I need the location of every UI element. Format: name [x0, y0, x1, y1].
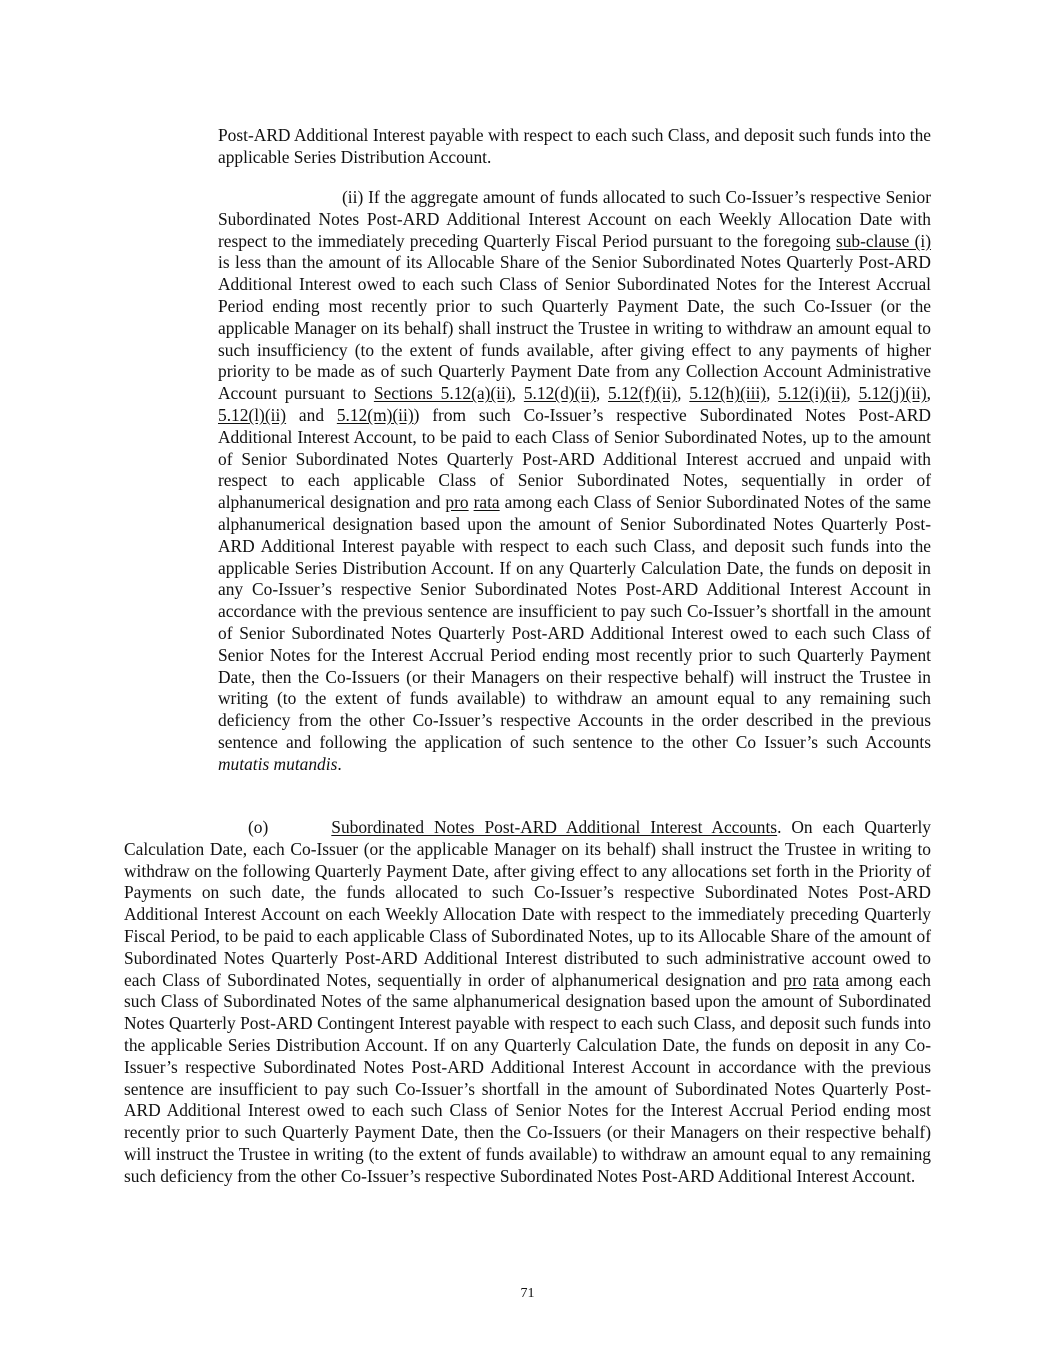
underlined-reference: 5.12(d)(ii) — [523, 383, 596, 404]
underlined-reference: sub-clause (i) — [835, 230, 932, 251]
italic-text: mutatis mutandis — [218, 753, 338, 774]
underlined-reference: pro — [445, 492, 469, 513]
text-segment: (ii) If the aggregate amount of funds allocated to such Co-Issuer’s respective Senior Subordinated Notes Post-ARD Additional Interest Account on each Weekly Allocation Date with respect to the immediately preceding Quarterly Fiscal Period pursuant to the foregoing — [218, 187, 931, 251]
text-segment: (o) — [248, 817, 269, 837]
text-segment: , — [595, 383, 609, 404]
paragraph-subclause-ii — [218, 187, 931, 776]
underlined-reference: Subordinated Notes Post-ARD Additional Interest Accounts — [331, 817, 778, 837]
paragraph-section-o — [124, 817, 931, 1188]
text-segment: is less than the amount of its Allocable Share of the Senior Subordinated Notes Quarterly Post-ARD Additional Interest owed to each such Class of Senior Subordinated Notes for the Interest Accrual Period ending most recently prior to such Quarterly Payment Date, the such Co-Issuer (or the applicable Manager on its behalf) shall instruct the Trustee in writing to withdraw an amount equal to such insufficiency (to the extent of funds available, after giving effect to any payments of higher priority to be made as of such Quarterly Payment Date from any Collection Account Administrative Account pursuant to — [218, 252, 931, 404]
text-segment: ) from such Co-Issuer’s respective Subordinated Notes Post-ARD Additional Interest Account, to be paid to each Class of Senior Subordinated Notes, up to the amount of Senior Subordinated Notes Quarterly Post-ARD Additional Interest accrued and unpaid with respect to each applicable Class of Senior Subordinated Notes, sequentially in order of alphanumerical designation and — [218, 404, 931, 513]
text-segment: . On each Quarterly Calculation Date, each Co-Issuer (or the applicable Manager on its behalf) shall instruct the Trustee in writing to withdraw on the following Quarterly Payment Date, after giving effect to any allocations set forth in the Priority of Payments on such date, the funds allocated to such Co-Issuer’s respective Subordinated Notes Post-ARD Additional Interest Account on each Weekly Allocation Date with respect to the immediately preceding Quarterly Fiscal Period, to be paid to each applicable Class of Subordinated Notes, up to its Allocable Share of the amount of Subordinated Notes Quarterly Post-ARD Additional Interest distributed to such administrative account owed to each Class of Subordinated Notes, sequentially in order of alphanumerical designation and — [124, 817, 931, 990]
underlined-reference: 5.12(i)(ii) — [778, 383, 847, 404]
underlined-reference: rata — [812, 969, 840, 990]
text-segment: , — [677, 383, 690, 404]
underlined-reference: Sections 5.12(a)(ii) — [373, 383, 512, 404]
paragraph-continuation — [218, 125, 931, 169]
underlined-reference: 5.12(h)(iii) — [689, 383, 767, 404]
text-segment: among each Class of Senior Subordinated Notes of the same alphanumerical designation based upon the amount of Senior Subordinated Notes Quarterly Post-ARD Additional Interest payable with respect to each such Class, and deposit such funds into the applicable Series Distribution Account. If on any Quarterly Calculation Date, the funds on deposit in any Co-Issuer’s respective Senior Subordinated Notes Post-ARD Additional Interest Account in accordance with the previous sentence are insufficient to pay such Co-Issuer’s shortfall in the amount of Senior Subordinated Notes Quarterly Post-ARD Additional Interest owed to each such Class of Senior Notes for the Interest Accrual Period ending most recently prior to such Quarterly Payment Date, then the Co-Issuers (or their Managers on their respective behalf) will instruct the Trustee in writing (to the extent of funds available) to withdraw an amount equal to any remaining such deficiency from the other Co-Issuer’s respective Accounts in the order described in the previous sentence and following the application of such sentence to the other Co Issuer’s such Accounts — [218, 492, 931, 752]
text-segment: among each such Class of Subordinated Notes of the same alphanumerical designation based upon the amount of Subordinated Notes Quarterly Post-ARD Contingent Interest payable with respect to each such Class, and deposit such funds into the applicable Series Distribution Account. If on any Quarterly Calculation Date, the funds on deposit in any Co-Issuer’s respective Subordinated Notes Post-ARD Additional Interest Account in accordance with the previous sentence are insufficient to pay such Co-Issuer’s shortfall in the amount of Subordinated Notes Quarterly Post-ARD Additional Interest owed to each such Class of Senior Notes for the Interest Accrual Period ending most recently prior to such Quarterly Payment Date, then the Co-Issuers (or their Managers on their respective behalf) will instruct the Trustee in writing (to the extent of funds available) to withdraw an amount equal to any remaining such deficiency from the other Co-Issuer’s respective Subordinated Notes Post-ARD Additional Interest Account. — [124, 969, 931, 1186]
text-segment: , — [511, 383, 524, 404]
text-segment: , — [766, 383, 779, 404]
underlined-reference: 5.12(f)(ii) — [608, 383, 678, 404]
underlined-reference: 5.12(m)(ii) — [336, 404, 414, 425]
text-segment: Post-ARD Additional Interest payable with respect to each such Class, and deposit such funds into the applicable Series Distribution Account. — [218, 125, 931, 167]
text-segment: , — [846, 383, 859, 404]
underlined-reference: 5.12(l)(ii) — [218, 404, 287, 425]
underlined-reference: pro — [783, 969, 807, 990]
text-segment: . — [337, 753, 342, 774]
text-segment: and — [286, 404, 337, 425]
underlined-reference: 5.12(j)(ii) — [858, 383, 927, 404]
underlined-reference: rata — [473, 492, 500, 513]
page-number: 71 — [520, 1286, 535, 1301]
text-segment: , — [926, 383, 932, 404]
